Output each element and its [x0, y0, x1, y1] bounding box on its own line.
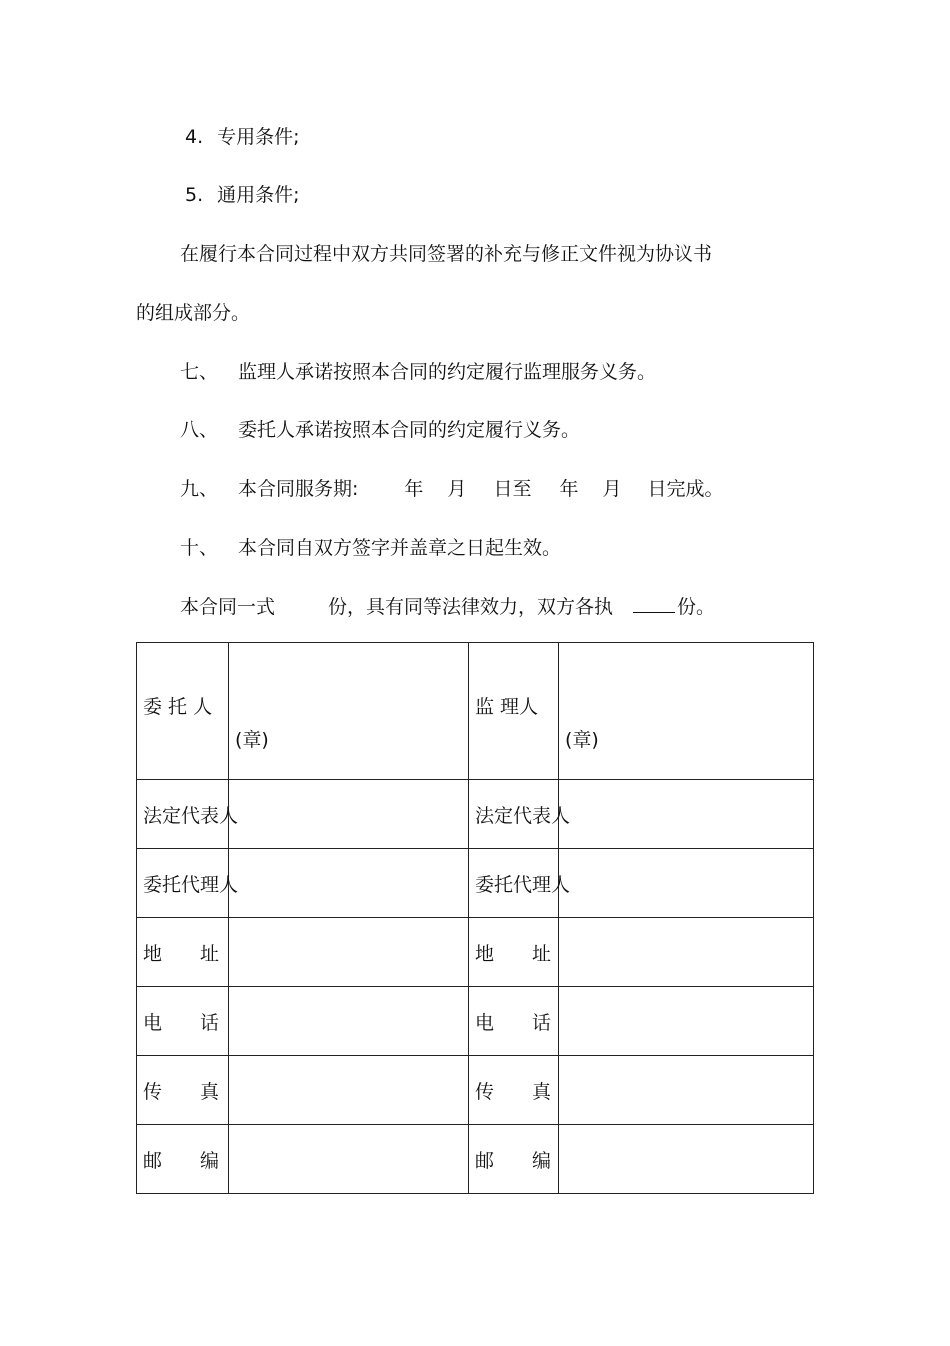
supervisor-legal-rep-label: 法定代表人: [469, 780, 559, 849]
copies-clause: [180, 594, 715, 619]
table-row-header: [137, 643, 814, 780]
supervisor-agent-label: 委托代理人: [469, 849, 559, 918]
article-text: 委托人承诺按照本合同的约定履行义务。: [238, 419, 581, 441]
item-5: [185, 183, 300, 207]
item-text: 通用条件;: [217, 184, 300, 206]
client-legal-rep-label: 法定代表人: [137, 780, 229, 849]
term-month-start: 月: [447, 478, 467, 500]
article-10: [180, 536, 561, 560]
client-label: 委 托 人: [137, 643, 229, 780]
term-label: 本合同服务期:: [238, 478, 359, 500]
paragraph-line-1: 在履行本合同过程中双方共同签署的补充与修正文件视为协议书: [180, 243, 713, 265]
term-year-start: 年: [404, 478, 424, 500]
copies-blank: [633, 594, 675, 613]
client-agent-label: 委托代理人: [137, 849, 229, 918]
client-fax-value: [229, 1056, 469, 1125]
signature-table: [136, 642, 814, 1194]
item-4: [185, 125, 300, 149]
supervisor-label: 监 理人: [469, 643, 559, 780]
item-number: 5.: [185, 184, 204, 206]
supervisor-agent-value: [559, 849, 814, 918]
supervisor-fax-value: [559, 1056, 814, 1125]
copies-text-2: 份，具有同等法律效力，双方各执: [328, 596, 614, 618]
term-year-end: 年: [559, 478, 579, 500]
table-row-fax: [137, 1056, 814, 1125]
client-phone-label: 电 话: [137, 987, 229, 1056]
client-postcode-label: 邮 编: [137, 1125, 229, 1194]
article-text: 监理人承诺按照本合同的约定履行监理服务义务。: [238, 361, 657, 383]
client-seal-cell: [229, 643, 469, 780]
table-row-address: [137, 918, 814, 987]
client-legal-rep-value: [229, 780, 469, 849]
term-day-start: 日至: [493, 478, 532, 500]
supervisor-fax-label: 传 真: [469, 1056, 559, 1125]
supervisor-seal-cell: [559, 643, 814, 780]
item-number: 4.: [185, 126, 204, 148]
article-number: 九、: [180, 478, 219, 500]
supervisor-legal-rep-value: [559, 780, 814, 849]
paragraph-line-2: 的组成部分。: [136, 302, 251, 324]
supervisor-phone-value: [559, 987, 814, 1056]
client-phone-value: [229, 987, 469, 1056]
article-number: 十、: [180, 537, 219, 559]
table-row-legal-rep: [137, 780, 814, 849]
client-fax-label: 传 真: [137, 1056, 229, 1125]
table-row-phone: [137, 987, 814, 1056]
copies-text-1: 本合同一式: [180, 596, 276, 618]
article-number: 七、: [180, 361, 219, 383]
supervisor-phone-label: 电 话: [469, 987, 559, 1056]
client-address-value: [229, 918, 469, 987]
term-month-end: 月: [602, 478, 622, 500]
client-postcode-value: [229, 1125, 469, 1194]
client-agent-value: [229, 849, 469, 918]
article-number: 八、: [180, 419, 219, 441]
article-text: 本合同自双方签字并盖章之日起生效。: [238, 537, 562, 559]
client-address-label: 地 址: [137, 918, 229, 987]
table-row-postcode: [137, 1125, 814, 1194]
seal-mark: (章): [565, 728, 599, 751]
copies-text-3: 份。: [677, 596, 716, 618]
supervisor-address-value: [559, 918, 814, 987]
supervisor-address-label: 地 址: [469, 918, 559, 987]
item-text: 专用条件;: [217, 126, 300, 148]
seal-mark: (章): [235, 728, 269, 751]
article-7: [180, 360, 656, 384]
table-row-agent: [137, 849, 814, 918]
supervisor-postcode-label: 邮 编: [469, 1125, 559, 1194]
article-8: [180, 418, 580, 442]
supervisor-postcode-value: [559, 1125, 814, 1194]
article-9-term: [180, 477, 724, 501]
term-day-end: 日完成。: [647, 478, 724, 500]
